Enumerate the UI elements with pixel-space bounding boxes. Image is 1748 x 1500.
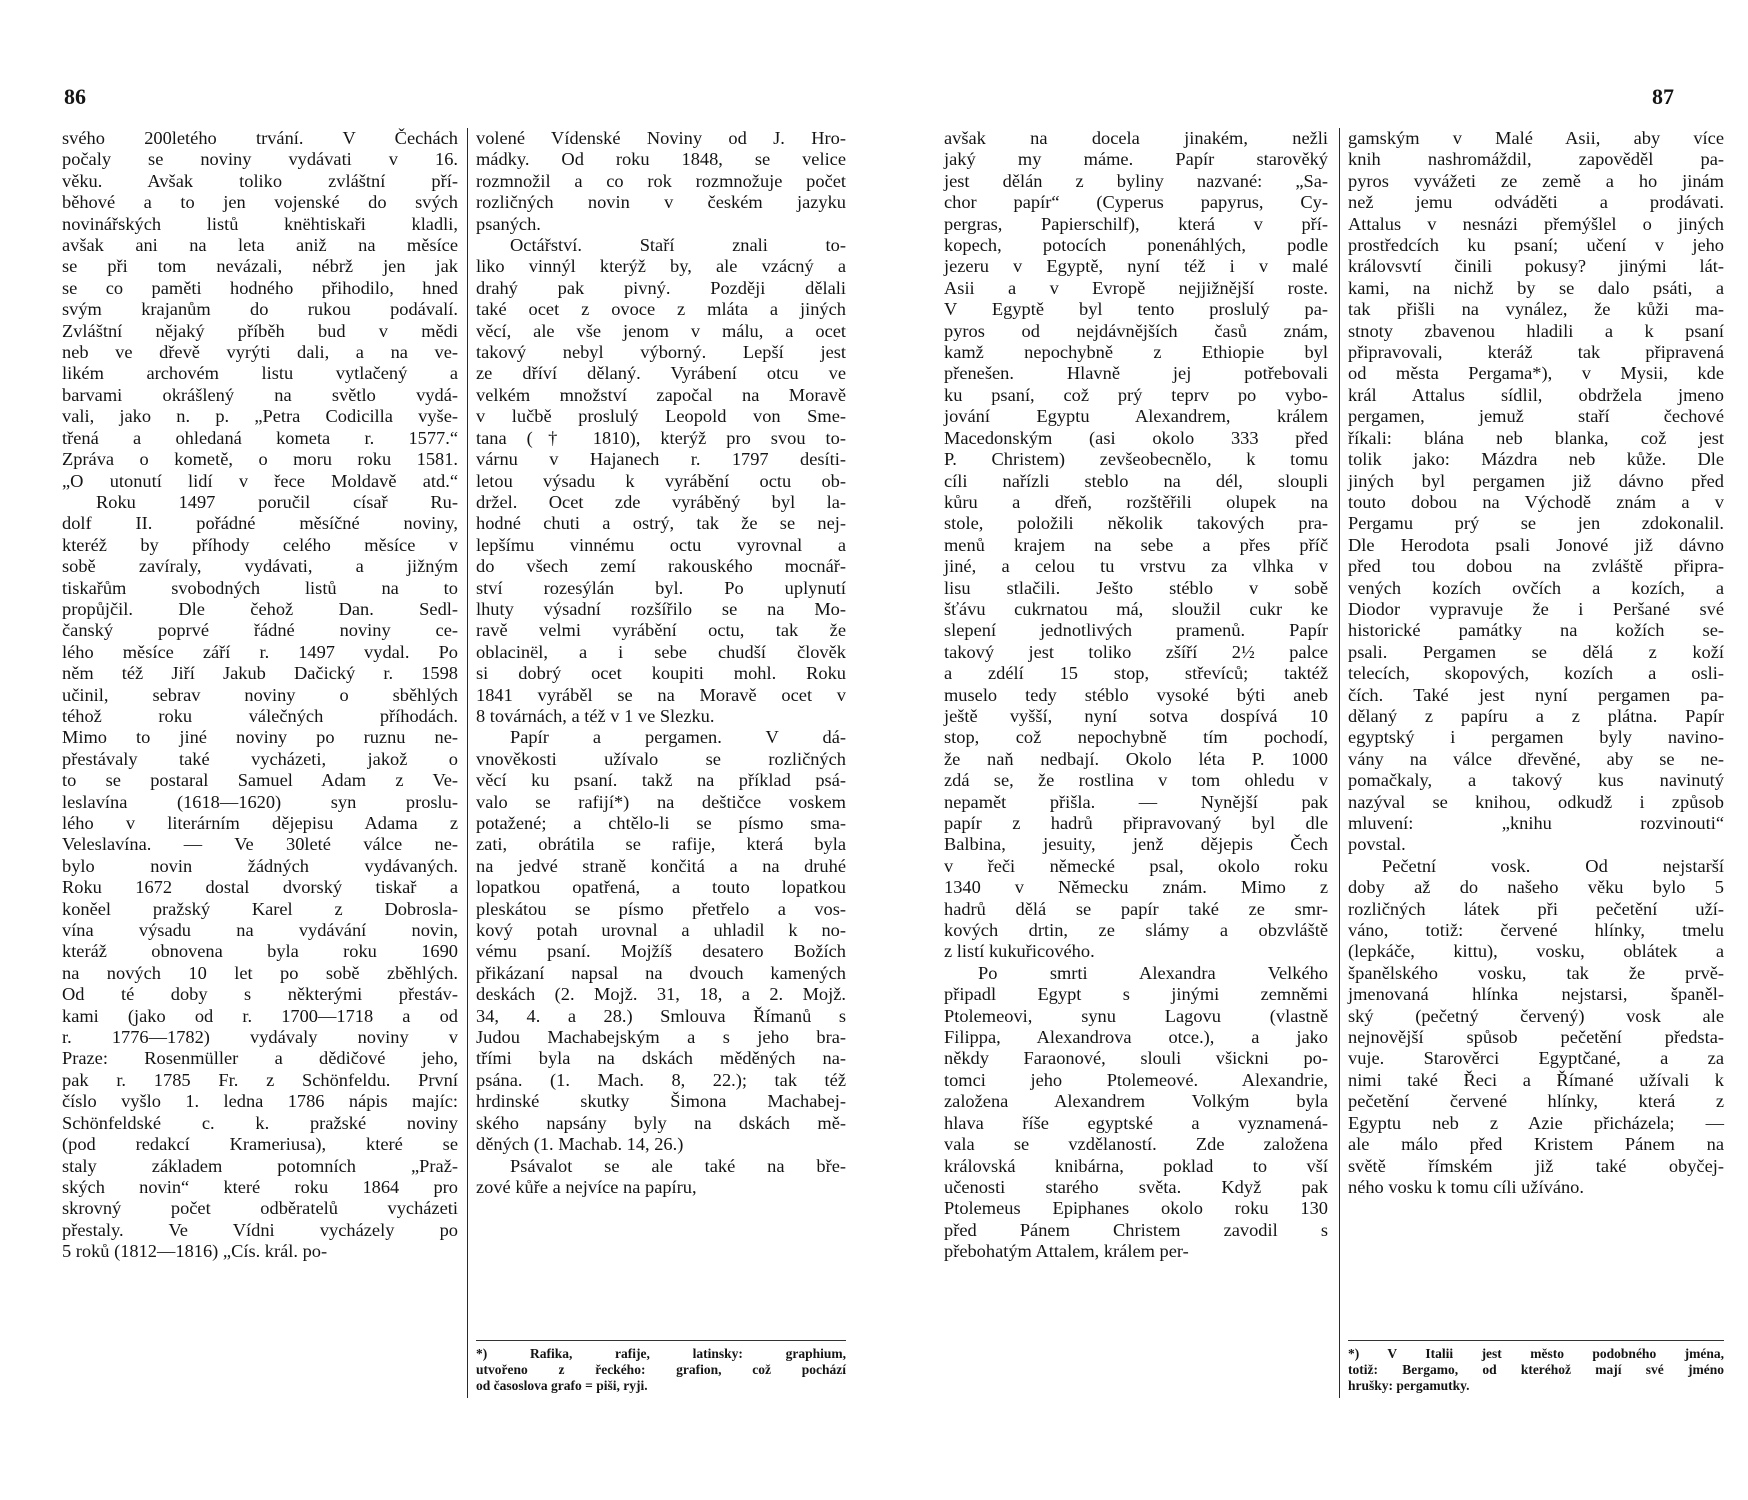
- text-line: leslavína (1618—1620) syn proslu-: [62, 791, 458, 812]
- text-line: deskách (2. Mojž. 31, 18, a 2. Mojž.: [476, 984, 846, 1005]
- text-line: tolik jako: Mázdra neb kůže. Dle: [1348, 449, 1724, 470]
- text-line: přestaly. Ve Vídni vycházely po: [62, 1219, 458, 1240]
- text-line: nazýval se knihou, odkudž i způsob: [1348, 791, 1724, 812]
- text-line: 1841 vyráběl se na Moravě ocet v: [476, 684, 846, 705]
- text-line: takový jest toliko zšíří 2½ palce: [944, 641, 1328, 662]
- text-line: egyptský i pergamen byly navino-: [1348, 727, 1724, 748]
- text-line: prostředcích ku psaní; učení v jeho: [1348, 235, 1724, 256]
- text-line: připravovali, kteráž tak připravená: [1348, 342, 1724, 363]
- text-line: před Pánem Christem zavodil s: [944, 1219, 1328, 1240]
- text-line: Diodor vypravuje že i Peršané své: [1348, 598, 1724, 619]
- text-line: tomci jeho Ptolemeové. Alexandrie,: [944, 1069, 1328, 1090]
- text-line: světě římském již také obyčej-: [1348, 1155, 1724, 1176]
- text-line: kami (jako od r. 1700—1718 a od: [62, 1005, 458, 1026]
- text-line: Ptolemeus Epiphanes okolo roku 130: [944, 1198, 1328, 1219]
- text-line: jezeru v Egyptě, nyní též i v malé: [944, 256, 1328, 277]
- text-line: ský (pečetný červený) vosk ale: [1348, 1005, 1724, 1026]
- text-line: pyros vyvážeti ze země a ho jinám: [1348, 170, 1724, 191]
- column-rule: [467, 128, 468, 1398]
- text-line: kteréž by příhody celého měsíce v: [62, 534, 458, 555]
- text-line: do všech zemí rakouského mocnář-: [476, 556, 846, 577]
- text-line: něm též Jiří Jakub Dačický r. 1598: [62, 663, 458, 684]
- text-line: Attalus v nesnázi přemýšlel o jiných: [1348, 213, 1724, 234]
- text-line: lisu stlačili. Ješto stéblo v sobě: [944, 577, 1328, 598]
- text-line: jest dělán z byliny nazvané: „Sa-: [944, 170, 1328, 191]
- text-line: děných (1. Machab. 14, 26.): [476, 1134, 684, 1155]
- text-line: cíli nařízli steblo na dél, sloupli: [944, 470, 1328, 491]
- text-line: přestávaly také vycházeti, jakož o: [62, 748, 458, 769]
- text-line: (lepkáče, kittu), vosku, oblátek a: [1348, 941, 1724, 962]
- text-line: ravě velmi vyrábění octu, tak že: [476, 620, 846, 641]
- text-line: španělského vosku, tak že prvě-: [1348, 962, 1724, 983]
- text-line: tiskařům svobodných listů na to: [62, 577, 458, 598]
- text-line: telecích, skopových, kozích a osli-: [1348, 663, 1724, 684]
- text-line: Macedonským (asi okolo 333 před: [944, 427, 1328, 448]
- text-line: rozličných látek při pečetění uží-: [1348, 898, 1724, 919]
- text-line: koněel pražský Karel z Dobrosla-: [62, 898, 458, 919]
- text-line: potažené; a chtělo-li se písmo sma-: [476, 813, 846, 833]
- text-line: Pečetní vosk. Od nejstarší: [1382, 855, 1724, 876]
- text-line: stnoty zbavenou hladili a k psaní: [1348, 320, 1724, 341]
- text-line: hrdinské skutky Šimona Machabej-: [476, 1091, 846, 1112]
- text-line: třími byla na dskách měděných na-: [476, 1048, 846, 1069]
- text-line: P. Christem) zevšeobecnělo, k tomu: [944, 449, 1328, 470]
- text-line: menů krajem na sebe a přes příč: [944, 534, 1328, 555]
- text-line: avšak ani na leta aniž na měsíce: [62, 235, 458, 256]
- text-line: knih nashromáždil, zapověděl pa-: [1348, 149, 1724, 170]
- text-line: nejnovější spůsob pečetění předsta-: [1348, 1027, 1724, 1048]
- text-line: královsvtí činili pokusy? jinými lát-: [1348, 256, 1724, 277]
- text-line: vému psaní. Mojžíš desatero Božích: [476, 941, 846, 962]
- text-line: téhož roku válečných příhodách.: [62, 705, 458, 726]
- text-line: drahý pak pivný. Později dělali: [476, 277, 846, 298]
- footnote-separator: [476, 1340, 846, 1341]
- text-line: *) Rafika, rafije, latinsky: graphium,: [476, 1346, 846, 1361]
- text-line: tana († 1810), kterýž pro svou to-: [476, 427, 846, 448]
- text-line: 34, 4. a 28.) Smlouva Římanů s: [476, 1005, 846, 1026]
- text-line: před tou dobou na zvláště připra-: [1348, 556, 1724, 577]
- text-line: 5 roků (1812—1816) „Cís. král. po-: [62, 1241, 328, 1262]
- text-line: počaly se noviny vydávati v 16.: [62, 149, 458, 170]
- text-line: od časoslova grafo = piši, ryji.: [476, 1378, 648, 1393]
- text-line: vuje. Starověrci Egyptčané, a za: [1348, 1048, 1724, 1069]
- text-line: pak r. 1785 Fr. z Schönfeldu. První: [62, 1069, 458, 1090]
- text-line: hrušky: pergamutky.: [1348, 1378, 1470, 1393]
- text-line: kami, na nichž by se dalo psáti, a: [1348, 277, 1724, 298]
- text-line: Judou Machabejským a s jeho bra-: [476, 1027, 846, 1048]
- text-line: na jedvé straně končitá a na druhé: [476, 855, 846, 876]
- text-line: držel. Ocet zde vyráběný byl la-: [476, 491, 846, 512]
- text-line: pyros od nejdávnějších časů znám,: [944, 320, 1328, 341]
- text-line: lhuty výsadní rozšířilo se na Mo-: [476, 598, 846, 619]
- text-line: valo se rafijí*) na deštičce voskem: [476, 791, 846, 812]
- text-line: váno, totiž: červené hlínky, tmelu: [1348, 920, 1724, 941]
- text-line: si dobrý ocet koupiti mohl. Roku: [476, 663, 846, 684]
- text-line: pleskátou se písmo přetřelo a vos-: [476, 898, 846, 919]
- text-line: psali. Pergamen se dělá z koží: [1348, 641, 1724, 662]
- text-line: než jemu odváděti a prodávati.: [1348, 192, 1724, 213]
- text-line: od města Pergama*), v Mysii, kde: [1348, 363, 1724, 384]
- text-line: „O utonutí lidí v řece Moldavě atd.“: [62, 470, 458, 491]
- text-line: rozličných novin v českém jazyku: [476, 192, 846, 213]
- text-line: várnu v Hajanech r. 1797 desíti-: [476, 449, 846, 470]
- text-line: totiž: Bergamo, od kteréhož mají své jméno: [1348, 1362, 1724, 1377]
- text-line: skrovný počet odběratelů vycházeti: [62, 1198, 458, 1219]
- text-line: slepení jednotlivých pramenů. Papír: [944, 620, 1328, 641]
- text-line: Praze: Rosenmüller a dědičové jeho,: [62, 1048, 458, 1069]
- text-line: vali, jako n. p. „Petra Codicilla vyše-: [62, 406, 458, 427]
- text-line: ještě vyšší, nyní sotva dospívá 10: [944, 705, 1328, 726]
- text-line: bylo novin žádných vydávaných.: [62, 855, 458, 876]
- text-line: stop, což nepochybně tím pochodí,: [944, 727, 1328, 748]
- text-line: Asii a v Evropě nejjižnější roste.: [944, 277, 1328, 298]
- text-line: Zvláštní nějaký příběh bud v mědi: [62, 320, 458, 341]
- footnote: [1348, 1346, 1724, 1394]
- text-line: papír z hadrů připravovaný byl dle: [944, 813, 1328, 833]
- text-line: kový potah urovnal a uhladil k no-: [476, 920, 846, 941]
- text-line: také ocet z ovoce z mláta a jiných: [476, 299, 846, 320]
- text-line: oblacinël, a i sebe chudší člověk: [476, 641, 846, 662]
- text-line: kamž nepochybně z Ethiopie byl: [944, 342, 1328, 363]
- text-line: Roku 1497 poručil císař Ru-: [96, 491, 458, 512]
- footnote-separator: [1348, 1340, 1724, 1341]
- text-line: vány na válce dřevěné, aby se ne-: [1348, 748, 1724, 769]
- text-line: založena Alexandrem Volkým byla: [944, 1091, 1328, 1112]
- text-column: [476, 128, 846, 1198]
- text-line: Egyptu neb z Azie přicházela; —: [1348, 1112, 1724, 1133]
- text-line: jiných byl pergamen již dávno před: [1348, 470, 1724, 491]
- text-line: věcí, ale vše jenom v málu, a ocet: [476, 320, 846, 341]
- text-line: Roku 1672 dostal dvorský tiskař a: [62, 877, 458, 898]
- text-line: historické památky na kožích se-: [1348, 620, 1724, 641]
- text-line: na nových 10 let po sobě zběhlých.: [62, 962, 458, 983]
- text-line: pomačkaly, a takový kus navinutý: [1348, 770, 1724, 791]
- text-line: kopech, potocích ponenáhlých, podle: [944, 235, 1328, 256]
- text-line: stole, položili několik takových pra-: [944, 513, 1328, 534]
- text-line: Po smrti Alexandra Velkého: [978, 962, 1328, 983]
- text-line: V Egyptě byl tento proslulý pa-: [944, 299, 1328, 320]
- text-line: připadl Egypt s jinými zemněmi: [944, 984, 1328, 1005]
- text-line: svého 200letého trvání. V Čechách: [62, 128, 458, 148]
- text-line: takový nebyl výborný. Lepší jest: [476, 342, 846, 363]
- text-line: svým krajanům do rukou podávalí.: [62, 299, 458, 320]
- text-line: hodné chuti a ostrý, tak že se nej-: [476, 513, 846, 534]
- text-line: likém archovém listu vytlačený a: [62, 363, 458, 384]
- text-line: Balbina, jesuity, jenž dějepis Čech: [944, 834, 1328, 855]
- text-line: čanský poprvé řádné noviny ce-: [62, 620, 458, 641]
- text-line: Psávalot se ale také na bře-: [510, 1155, 846, 1176]
- text-line: přebohatým Attalem, králem per-: [944, 1241, 1189, 1262]
- text-line: zati, obrátila se rafije, která byla: [476, 834, 846, 855]
- text-line: avšak na docela jinakém, nežli: [944, 128, 1328, 148]
- text-line: věcí ku psaní. takž na příklad psá-: [476, 770, 846, 791]
- text-line: utvořeno z řeckého: grafion, což pochází: [476, 1362, 846, 1377]
- text-line: pergras, Papierschilf), která v pří-: [944, 213, 1328, 234]
- text-line: se při tom nevázali, nébrž jen jak: [62, 256, 458, 277]
- text-line: třená a ohledaná kometa r. 1577.“: [62, 427, 458, 448]
- text-line: gamským v Malé Asii, aby více: [1348, 128, 1724, 148]
- text-line: ze dříví dělaný. Vyrábení otcu ve: [476, 363, 846, 384]
- text-line: čích. Také jest nyní pergamen pa-: [1348, 684, 1724, 705]
- text-line: Zpráva o kometě, o moru roku 1581.: [62, 449, 458, 470]
- text-line: a zdélí 15 stop, střevíců; taktéž: [944, 663, 1328, 684]
- text-line: *) V Italii jest město podobného jména,: [1348, 1346, 1724, 1361]
- text-line: vnověkosti užívalo se rozličných: [476, 748, 846, 769]
- text-line: někdy Faraonové, slouli všickni po-: [944, 1048, 1328, 1069]
- footnote: [476, 1346, 846, 1394]
- text-line: sobě zavíraly, vydávati, a jižným: [62, 556, 458, 577]
- text-line: ství rozesýlán byl. Po uplynutí: [476, 577, 846, 598]
- text-line: Papír a pergamen. V dá-: [510, 727, 846, 748]
- text-line: Octářství. Staří znali to-: [510, 235, 846, 256]
- text-line: propůjčil. Dle čehož Dan. Sedl-: [62, 598, 458, 619]
- text-line: chor papír“ (Cyperus papyrus, Cy-: [944, 192, 1328, 213]
- text-line: muselo tedy stéblo vysoké býti aneb: [944, 684, 1328, 705]
- text-line: to se postaral Samuel Adam z Ve-: [62, 770, 458, 791]
- column-rule: [1339, 128, 1340, 1398]
- text-line: vala se vzdělaností. Zde založena: [944, 1134, 1328, 1155]
- text-line: běhové a to jen vojenské do svých: [62, 192, 458, 213]
- text-line: rozmnožil a co rok rozmnožuje počet: [476, 170, 846, 191]
- text-line: Dle Herodota psali Jonové již dávno: [1348, 534, 1724, 555]
- page-number: 87: [1652, 84, 1674, 109]
- text-line: nimi také Řeci a Římané užívali k: [1348, 1069, 1724, 1090]
- text-line: velkém množství započal na Moravě: [476, 384, 846, 405]
- text-line: jiné, a celou tu vrstvu za vlhka v: [944, 556, 1328, 577]
- text-line: zové kůře a nejvíce na papíru,: [476, 1176, 697, 1197]
- text-line: dělaný z papíru a z plátna. Papír: [1348, 705, 1724, 726]
- text-line: vených kozích ovčích a kozích, a: [1348, 577, 1724, 598]
- text-line: Schönfeldské c. k. pražské noviny: [62, 1112, 458, 1133]
- text-line: touto dobou na Východě znám a v: [1348, 491, 1724, 512]
- text-line: (pod redakcí Krameriusa), které se: [62, 1134, 458, 1155]
- text-line: Mimo to jiné noviny po ruznu ne-: [62, 727, 458, 748]
- text-line: mádky. Od roku 1848, se velice: [476, 149, 846, 170]
- text-line: psána. (1. Mach. 8, 22.); tak též: [476, 1069, 846, 1090]
- text-line: lého v literárním dějepisu Adama z: [62, 813, 458, 833]
- text-line: číslo vyšlo 1. ledna 1786 nápis majíc:: [62, 1091, 458, 1112]
- text-line: královská knibárna, poklad to vší: [944, 1155, 1328, 1176]
- text-column: [944, 128, 1328, 1263]
- text-line: pečetění červené hlínky, která z: [1348, 1091, 1724, 1112]
- text-line: vína výsadu na vydávání novin,: [62, 920, 458, 941]
- text-line: povstal.: [1348, 834, 1406, 855]
- text-column: [62, 128, 458, 1263]
- page-number: 86: [64, 84, 86, 109]
- text-line: učinil, sebrav noviny o sběhlých: [62, 684, 458, 705]
- text-line: v lučbě proslulý Leopold von Sme-: [476, 406, 846, 427]
- text-line: doby až do našeho věku bylo 5: [1348, 877, 1724, 898]
- text-line: ného vosku k tomu cíli užíváno.: [1348, 1176, 1584, 1197]
- text-line: ského napsány byly na dskách mě-: [476, 1112, 846, 1133]
- text-line: nepamět přišla. — Nynější pak: [944, 791, 1328, 812]
- text-line: učenosti starého světa. Když pak: [944, 1176, 1328, 1197]
- text-line: v řeči německé psal, okolo roku: [944, 855, 1328, 876]
- text-line: kových drtin, ze slámy a obzvláště: [944, 920, 1328, 941]
- text-line: Filippa, Alexandrova otce.), a jako: [944, 1027, 1328, 1048]
- text-line: že naň nedbají. Okolo léta P. 1000: [944, 748, 1328, 769]
- text-line: 8 továrnách, a též v 1 ve Slezku.: [476, 705, 715, 726]
- text-line: kůru a dřeň, rozštěřili olupek na: [944, 491, 1328, 512]
- text-line: jování Egyptu Alexandrem, králem: [944, 406, 1328, 427]
- text-line: novinářských listů knëhtiskaři kladli,: [62, 213, 458, 234]
- text-line: ale málo před Kristem Pánem na: [1348, 1134, 1724, 1155]
- text-line: Ptolemeovi, synu Lagovu (vlastně: [944, 1005, 1328, 1026]
- text-line: hlava říše egyptské a vyznamená-: [944, 1112, 1328, 1133]
- text-line: Veleslavína. — Ve 30leté válce ne-: [62, 834, 458, 855]
- text-line: hadrů dělá se papír také ze smr-: [944, 898, 1328, 919]
- text-line: se co paměti hodného přihodilo, hned: [62, 277, 458, 298]
- text-line: zdá se, že rostlina v tom ohledu v: [944, 770, 1328, 791]
- text-line: král Attalus sídlil, obdržela jmeno: [1348, 384, 1724, 405]
- text-line: pergamen, jemuž staří čechové: [1348, 406, 1724, 427]
- text-line: staly základem potomních „Praž-: [62, 1155, 458, 1176]
- text-line: letou výsadu k vyrábění octu ob-: [476, 470, 846, 491]
- text-line: kteráž obnovena byla roku 1690: [62, 941, 458, 962]
- text-line: r. 1776—1782) vydávaly noviny v: [62, 1027, 458, 1048]
- text-line: Pergamu prý se jen zdokonalil.: [1348, 513, 1724, 534]
- text-line: lepšímu vinnému octu vyrovnal a: [476, 534, 846, 555]
- text-line: dolf II. pořádné měsíčné noviny,: [62, 513, 458, 534]
- text-line: lého měsíce září r. 1497 vydal. Po: [62, 641, 458, 662]
- text-line: ských novin“ které roku 1864 pro: [62, 1176, 458, 1197]
- text-line: barvami okrášlený na světlo vydá-: [62, 384, 458, 405]
- text-line: 1340 v Německu znám. Mimo z: [944, 877, 1328, 898]
- text-line: mluvení: „knihu rozvinouti“: [1348, 813, 1724, 833]
- text-line: jaký my máme. Papír starověký: [944, 149, 1328, 170]
- text-line: Od té doby s některými přestáv-: [62, 984, 458, 1005]
- text-line: přenešen. Hlavně jej potřebovali: [944, 363, 1328, 384]
- text-column: [1348, 128, 1724, 1198]
- text-line: šťávu cukrnatou má, sloužil cukr ke: [944, 598, 1328, 619]
- text-line: věku. Avšak toliko zvláštní pří-: [62, 170, 458, 191]
- text-line: tak přišli na vynález, že kůži ma-: [1348, 299, 1724, 320]
- text-line: říkali: blána neb blanka, což jest: [1348, 427, 1724, 448]
- text-line: ku psaní, což prý teprv po vybo-: [944, 384, 1328, 405]
- text-line: přikázaní napsal na dvouch kamených: [476, 962, 846, 983]
- text-line: psaných.: [476, 213, 541, 234]
- text-line: liko vinnýl kterýž by, ale vzácný a: [476, 256, 846, 277]
- text-line: jmenovaná hlínka nejstarsi, španěl-: [1348, 984, 1724, 1005]
- text-line: z listí kukuřicového.: [944, 941, 1095, 962]
- text-line: neb ve dřevě vyrýti dali, a na ve-: [62, 342, 458, 363]
- text-line: lopatkou opatřená, a touto lopatkou: [476, 877, 846, 898]
- right-page: [874, 0, 1748, 1500]
- text-line: volené Vídenské Noviny od J. Hro-: [476, 128, 846, 148]
